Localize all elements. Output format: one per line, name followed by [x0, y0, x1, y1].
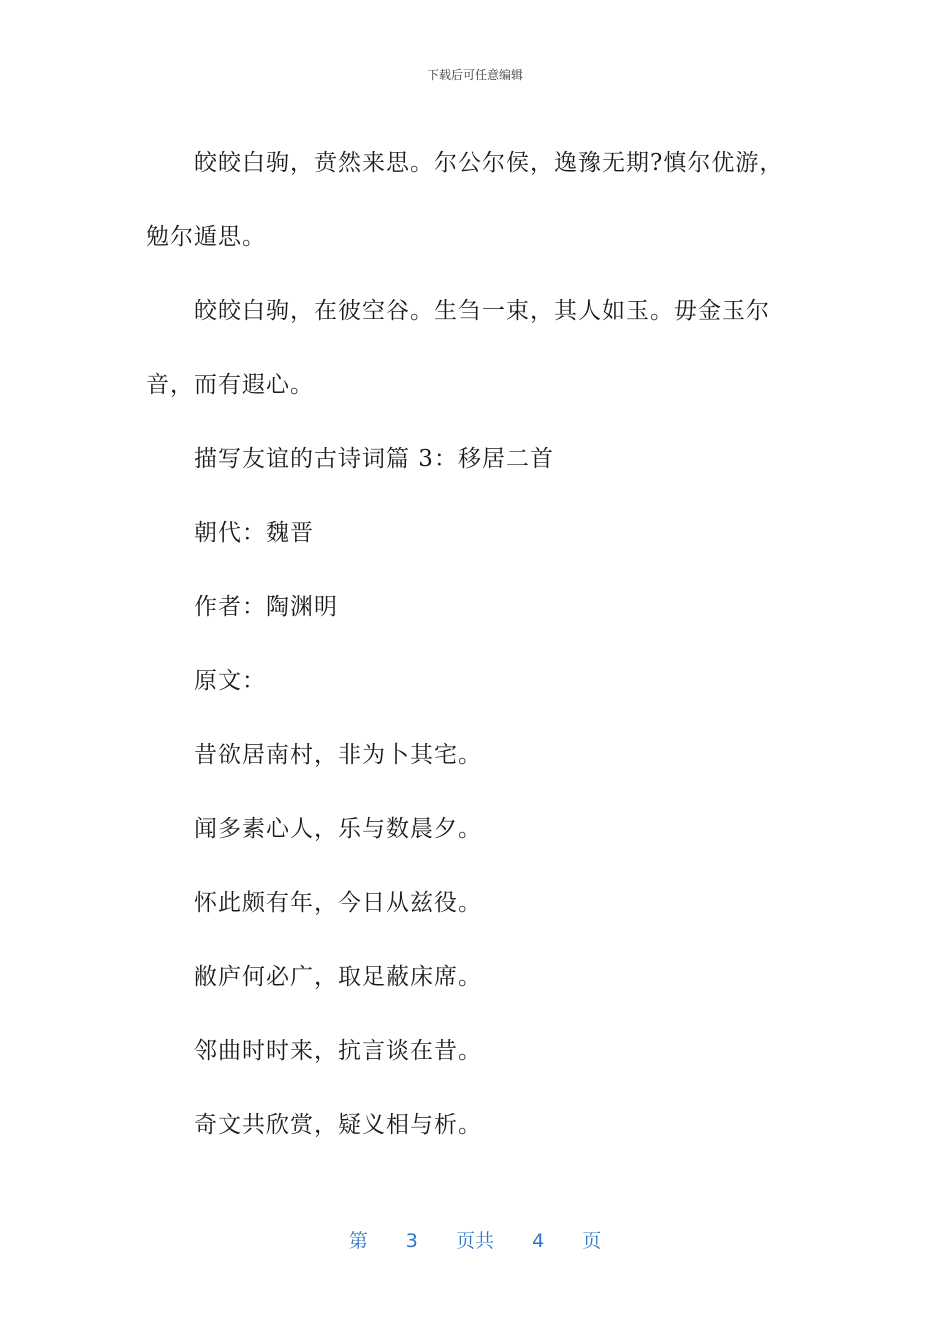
- poem-line: 昔欲居南村，非为卜其宅。: [194, 742, 482, 768]
- footer-suffix: 页: [582, 1230, 602, 1252]
- footer-middle: 页共: [455, 1230, 494, 1252]
- author-line: 作者：陶渊明: [194, 594, 338, 620]
- original-text-label: 原文：: [194, 668, 266, 694]
- dynasty-line: 朝代：魏晋: [194, 520, 314, 546]
- poem-line: 奇文共欣赏，疑义相与析。: [194, 1112, 482, 1138]
- document-body: [146, 126, 806, 1162]
- footer-prefix: 第: [348, 1230, 368, 1252]
- footer-current-page: 3: [405, 1230, 418, 1252]
- poem-line: 邻曲时时来，抗言谈在昔。: [194, 1038, 482, 1064]
- section-heading: 描写友谊的古诗词篇 3：移居二首: [194, 446, 554, 472]
- page-header-note: 下载后可任意编辑: [426, 68, 523, 82]
- paragraph-stanza-1: 皎皎白驹，贲然来思。尔公尔侯，逸豫无期?慎尔优游，勉尔遁思。: [146, 150, 784, 250]
- page-number-footer: [0, 1226, 950, 1253]
- poem-line: 怀此颇有年，今日从兹役。: [194, 890, 482, 916]
- footer-total-pages: 4: [532, 1230, 545, 1252]
- poem-line: 闻多素心人，乐与数晨夕。: [194, 816, 482, 842]
- poem-line: 敝庐何必广，取足蔽床席。: [194, 964, 482, 990]
- paragraph-stanza-2: 皎皎白驹，在彼空谷。生刍一束，其人如玉。毋金玉尔音，而有遐心。: [146, 298, 770, 398]
